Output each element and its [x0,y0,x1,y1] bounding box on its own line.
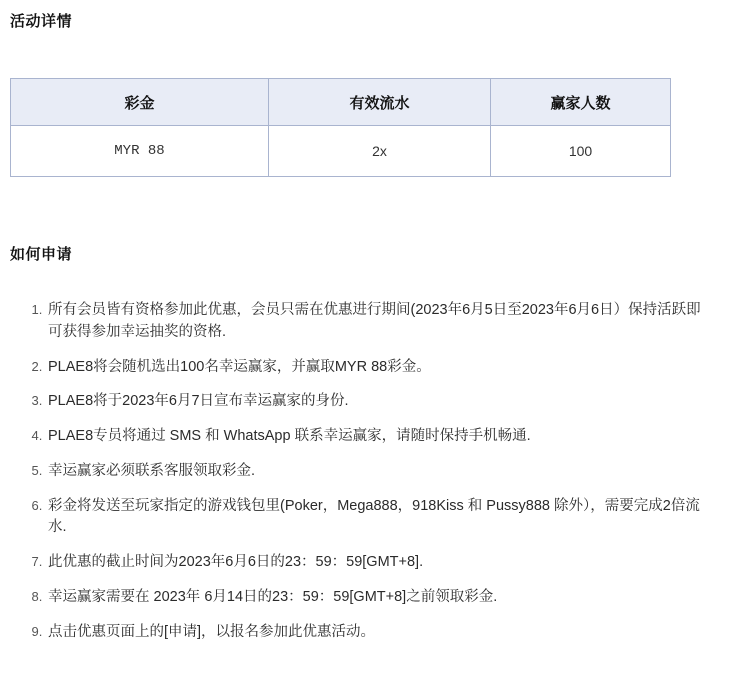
table-header-turnover: 有效流水 [269,79,491,126]
list-item: 2. PLAE8将会随机选出100名幸运赢家，并赢取MYR 88彩金。 [46,357,712,379]
cell-winners: 100 [491,126,671,177]
table-row [11,126,671,177]
list-item: 7. 此优惠的截止时间为2023年6月6日的23：59：59[GMT+8]. [46,552,712,574]
page-title-activity-details: 活动详情 [10,13,73,30]
activity-details-table [10,78,671,177]
cell-turnover: 2x [269,126,491,177]
table-header-bonus: 彩金 [11,79,269,126]
table-header-winners: 赢家人数 [491,79,671,126]
list-item: 4. PLAE8专员将通过 SMS 和 WhatsApp 联系幸运赢家，请随时保持手机畅通. [46,426,712,448]
page-title-how-to-apply: 如何申请 [10,246,73,263]
list-item: 3. PLAE8将于2023年6月7日宣布幸运赢家的身份. [46,391,712,413]
list-item: 1. 所有会员皆有资格参加此优惠，会员只需在优惠进行期间(2023年6月5日至2023年6月6日）保持活跃即可获得参加幸运抽奖的资格. [46,300,712,344]
list-item: 5. 幸运赢家必须联系客服领取彩金. [46,461,712,483]
list-item: 6. 彩金将发送至玩家指定的游戏钱包里(Poker，Mega888，918Kiss 和 Pussy888 除外），需要完成2倍流水. [46,496,712,540]
list-item: 9. 点击优惠页面上的[申请]，以报名参加此优惠活动。 [46,622,712,644]
list-item: 8. 幸运赢家需要在 2023年 6月14日的23：59：59[GMT+8]之前领取彩金. [46,587,712,609]
table-header-row [11,79,671,126]
cell-bonus: MYR 88 [11,126,269,177]
terms-list [12,300,712,656]
